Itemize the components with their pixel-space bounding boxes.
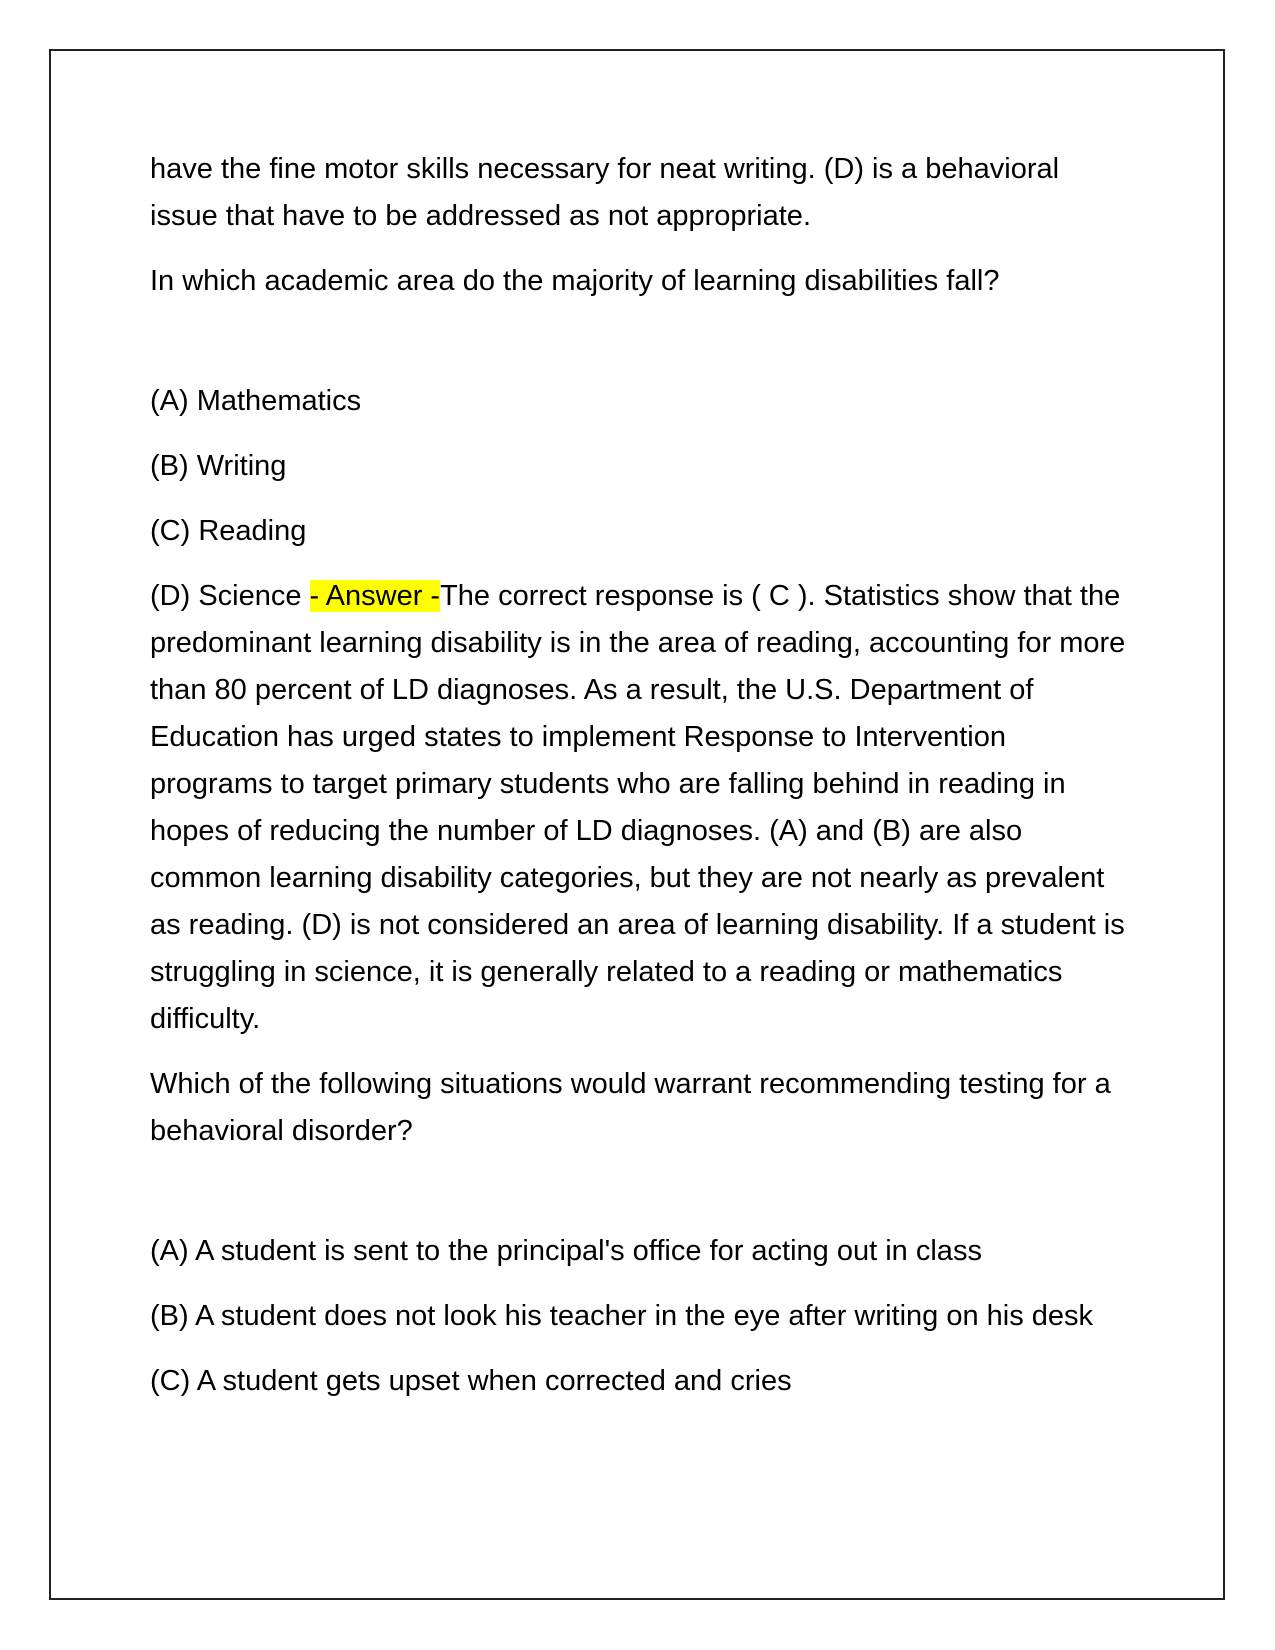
question2-option-c: (C) A student gets upset when corrected and cries	[150, 1365, 792, 1397]
continuation-paragraph: have the fine motor skills necessary for neat writing. (D) is a behavioral issue that have to be addressed as not appropriate.	[150, 153, 1060, 232]
question1-option-d: (D) Science	[150, 580, 310, 612]
document-body	[150, 146, 1130, 1423]
question1-option-c: (C) Reading	[150, 515, 307, 547]
question2-option-b: (B) A student does not look his teacher in the eye after writing on his desk	[150, 1300, 1094, 1332]
spacer	[150, 1173, 1130, 1228]
question1-option-a: (A) Mathematics	[150, 385, 362, 417]
question2-prompt: Which of the following situations would warrant recommending testing for a behavioral disorder?	[150, 1068, 1111, 1147]
spacer	[150, 323, 1130, 378]
question2-option-a: (A) A student is sent to the principal's office for acting out in class	[150, 1235, 982, 1267]
question1-option-b: (B) Writing	[150, 450, 287, 482]
question1-option-d-with-answer	[150, 573, 1130, 1043]
answer-marker: - Answer -	[309, 580, 441, 612]
question1-answer-text: The correct response is ( C ). Statistics show that the predominant learning disability is in the area of reading, accounting for more than 80 percent of LD diagnoses. As a result, the U.S. Department of Education has urged states to implement Response to Intervention programs to target primary students who are falling behind in reading in hopes of reducing the number of LD diagnoses. (A) and (B) are also common learning disability categories, but they are not nearly as prevalent as reading. (D) is not considered an area of learning disability. If a student is struggling in science, it is generally related to a reading or mathematics difficulty.	[150, 580, 1126, 1035]
question1-prompt: In which academic area do the majority of learning disabilities fall?	[150, 265, 1000, 297]
